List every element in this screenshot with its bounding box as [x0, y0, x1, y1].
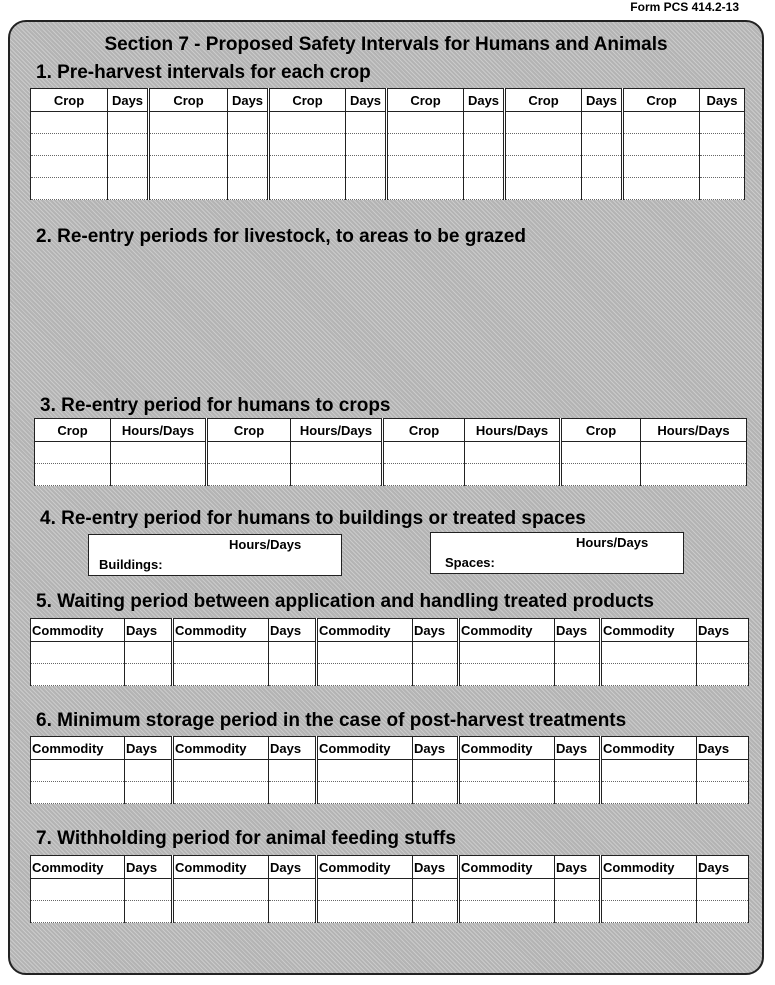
commodity-header: Commodity	[459, 619, 555, 642]
entry-cell[interactable]	[317, 760, 413, 782]
entry-cell[interactable]	[459, 664, 555, 686]
entry-cell[interactable]	[464, 156, 505, 178]
entry-cell[interactable]	[31, 901, 125, 923]
days-header: Days	[464, 89, 505, 112]
table-header-row	[31, 89, 745, 112]
crop-header: Crop	[35, 419, 111, 442]
human-crop-reentry-table	[34, 418, 747, 486]
entry-cell[interactable]	[228, 112, 269, 134]
entry-cell[interactable]	[555, 901, 601, 923]
commodity-header: Commodity	[173, 619, 269, 642]
table-row	[31, 760, 749, 782]
commodity-header: Commodity	[31, 856, 125, 879]
entry-cell[interactable]	[697, 760, 749, 782]
entry-cell[interactable]	[464, 134, 505, 156]
entry-cell[interactable]	[601, 879, 697, 901]
entry-cell[interactable]	[35, 442, 111, 464]
entry-cell[interactable]	[317, 879, 413, 901]
entry-cell[interactable]	[108, 156, 149, 178]
entry-cell[interactable]	[697, 642, 749, 664]
entry-cell[interactable]	[459, 901, 555, 923]
entry-cell[interactable]	[459, 760, 555, 782]
entry-cell[interactable]	[582, 112, 623, 134]
crop-header: Crop	[561, 419, 641, 442]
entry-cell[interactable]	[317, 901, 413, 923]
entry-cell[interactable]	[459, 642, 555, 664]
spaces-field[interactable]	[430, 532, 684, 574]
entry-cell[interactable]	[697, 879, 749, 901]
days-header: Days	[269, 619, 317, 642]
storage-period-table	[30, 736, 749, 804]
days-header: Days	[555, 619, 601, 642]
storage-period-rows	[31, 760, 749, 804]
entry-cell[interactable]	[35, 464, 111, 486]
entry-cell[interactable]	[269, 901, 317, 923]
days-header: Days	[125, 856, 173, 879]
commodity-header: Commodity	[317, 737, 413, 760]
entry-cell[interactable]	[149, 178, 228, 200]
days-header: Days	[269, 737, 317, 760]
pre-harvest-table	[30, 88, 745, 200]
days-header: Days	[413, 619, 459, 642]
table-header-row	[31, 737, 749, 760]
entry-cell[interactable]	[346, 156, 387, 178]
entry-cell[interactable]	[601, 901, 697, 923]
buildings-label: Buildings:	[99, 557, 163, 572]
table-row	[31, 156, 745, 178]
table-row	[35, 442, 747, 464]
entry-cell[interactable]	[623, 156, 700, 178]
entry-cell[interactable]	[125, 642, 173, 664]
spaces-label: Spaces:	[445, 555, 495, 570]
entry-cell[interactable]	[387, 156, 464, 178]
entry-cell[interactable]	[505, 178, 582, 200]
entry-cell[interactable]	[291, 464, 383, 486]
crop-header: Crop	[383, 419, 465, 442]
entry-cell[interactable]	[697, 782, 749, 804]
commodity-header: Commodity	[31, 619, 125, 642]
entry-cell[interactable]	[269, 134, 346, 156]
hours-days-header: Hours/Days	[465, 419, 561, 442]
entry-cell[interactable]	[413, 879, 459, 901]
entry-cell[interactable]	[125, 664, 173, 686]
entry-cell[interactable]	[505, 134, 582, 156]
days-header: Days	[697, 737, 749, 760]
entry-cell[interactable]	[555, 642, 601, 664]
entry-cell[interactable]	[465, 464, 561, 486]
entry-cell[interactable]	[317, 664, 413, 686]
table-row	[31, 664, 749, 686]
entry-cell[interactable]	[505, 156, 582, 178]
table-row	[31, 642, 749, 664]
withholding-period-rows	[31, 879, 749, 923]
entry-cell[interactable]	[111, 464, 207, 486]
entry-cell[interactable]	[269, 642, 317, 664]
entry-cell[interactable]	[346, 178, 387, 200]
spaces-unit: Hours/Days	[576, 535, 649, 550]
entry-cell[interactable]	[125, 901, 173, 923]
entry-cell[interactable]	[269, 664, 317, 686]
buildings-unit: Hours/Days	[229, 537, 302, 552]
entry-cell[interactable]	[125, 782, 173, 804]
entry-cell[interactable]	[582, 178, 623, 200]
commodity-header: Commodity	[173, 856, 269, 879]
hours-days-header: Hours/Days	[291, 419, 383, 442]
section-2-heading: 2. Re-entry periods for livestock, to areas to be grazed	[36, 226, 526, 247]
entry-cell[interactable]	[700, 156, 745, 178]
crop-header: Crop	[623, 89, 700, 112]
human-crop-rows	[35, 442, 747, 486]
table-row	[31, 178, 745, 200]
entry-cell[interactable]	[31, 879, 125, 901]
entry-cell[interactable]	[413, 642, 459, 664]
entry-cell[interactable]	[108, 134, 149, 156]
entry-cell[interactable]	[387, 178, 464, 200]
pre-harvest-rows	[31, 112, 745, 200]
entry-cell[interactable]	[459, 879, 555, 901]
entry-cell[interactable]	[31, 664, 125, 686]
entry-cell[interactable]	[641, 442, 747, 464]
entry-cell[interactable]	[555, 760, 601, 782]
days-header: Days	[582, 89, 623, 112]
days-header: Days	[697, 619, 749, 642]
entry-cell[interactable]	[387, 112, 464, 134]
entry-cell[interactable]	[207, 442, 291, 464]
entry-cell[interactable]	[173, 664, 269, 686]
table-row	[31, 879, 749, 901]
entry-cell[interactable]	[31, 178, 108, 200]
entry-cell[interactable]	[623, 134, 700, 156]
commodity-header: Commodity	[459, 737, 555, 760]
entry-cell[interactable]	[413, 782, 459, 804]
entry-cell[interactable]	[31, 134, 108, 156]
entry-cell[interactable]	[269, 782, 317, 804]
buildings-field[interactable]	[88, 534, 342, 576]
entry-cell[interactable]	[601, 664, 697, 686]
entry-cell[interactable]	[269, 879, 317, 901]
crop-header: Crop	[31, 89, 108, 112]
form-number: Form PCS 414.2-13	[630, 0, 739, 14]
entry-cell[interactable]	[173, 901, 269, 923]
entry-cell[interactable]	[700, 134, 745, 156]
entry-cell[interactable]	[601, 642, 697, 664]
entry-cell[interactable]	[601, 760, 697, 782]
table-row	[31, 112, 745, 134]
hours-days-header: Hours/Days	[641, 419, 747, 442]
entry-cell[interactable]	[31, 760, 125, 782]
handling-waiting-rows	[31, 642, 749, 686]
entry-cell[interactable]	[555, 664, 601, 686]
entry-cell[interactable]	[317, 642, 413, 664]
withholding-period-table	[30, 855, 749, 923]
entry-cell[interactable]	[207, 464, 291, 486]
table-header-row	[35, 419, 747, 442]
entry-cell[interactable]	[269, 760, 317, 782]
section-4-heading: 4. Re-entry period for humans to buildings or treated spaces	[40, 508, 586, 529]
entry-cell[interactable]	[269, 178, 346, 200]
entry-cell[interactable]	[697, 664, 749, 686]
section-5-heading: 5. Waiting period between application and handling treated products	[36, 591, 654, 612]
entry-cell[interactable]	[291, 442, 383, 464]
section-3-heading: 3. Re-entry period for humans to crops	[40, 395, 391, 416]
entry-cell[interactable]	[413, 664, 459, 686]
days-header: Days	[697, 856, 749, 879]
entry-cell[interactable]	[125, 879, 173, 901]
entry-cell[interactable]	[641, 464, 747, 486]
crop-header: Crop	[505, 89, 582, 112]
section-7-heading: 7. Withholding period for animal feeding stuffs	[36, 828, 456, 849]
entry-cell[interactable]	[31, 112, 108, 134]
handling-waiting-table	[30, 618, 749, 686]
crop-header: Crop	[387, 89, 464, 112]
commodity-header: Commodity	[173, 737, 269, 760]
entry-cell[interactable]	[346, 112, 387, 134]
entry-cell[interactable]	[700, 112, 745, 134]
hours-days-header: Hours/Days	[111, 419, 207, 442]
days-header: Days	[413, 737, 459, 760]
commodity-header: Commodity	[317, 619, 413, 642]
entry-cell[interactable]	[111, 442, 207, 464]
form-panel	[8, 20, 764, 975]
entry-cell[interactable]	[582, 134, 623, 156]
entry-cell[interactable]	[31, 782, 125, 804]
days-header: Days	[108, 89, 149, 112]
entry-cell[interactable]	[173, 760, 269, 782]
table-row	[31, 901, 749, 923]
entry-cell[interactable]	[149, 156, 228, 178]
entry-cell[interactable]	[623, 178, 700, 200]
crop-header: Crop	[269, 89, 346, 112]
entry-cell[interactable]	[173, 782, 269, 804]
days-header: Days	[125, 619, 173, 642]
days-header: Days	[555, 856, 601, 879]
entry-cell[interactable]	[697, 901, 749, 923]
entry-cell[interactable]	[561, 464, 641, 486]
entry-cell[interactable]	[228, 156, 269, 178]
crop-header: Crop	[207, 419, 291, 442]
days-header: Days	[555, 737, 601, 760]
entry-cell[interactable]	[108, 112, 149, 134]
days-header: Days	[228, 89, 269, 112]
entry-cell[interactable]	[317, 782, 413, 804]
section-6-heading: 6. Minimum storage period in the case of post-harvest treatments	[36, 710, 627, 731]
days-header: Days	[125, 737, 173, 760]
entry-cell[interactable]	[555, 879, 601, 901]
days-header: Days	[413, 856, 459, 879]
commodity-header: Commodity	[601, 856, 697, 879]
commodity-header: Commodity	[601, 619, 697, 642]
entry-cell[interactable]	[346, 134, 387, 156]
entry-cell[interactable]	[561, 442, 641, 464]
entry-cell[interactable]	[269, 156, 346, 178]
entry-cell[interactable]	[601, 782, 697, 804]
entry-cell[interactable]	[269, 112, 346, 134]
table-header-row	[31, 856, 749, 879]
commodity-header: Commodity	[317, 856, 413, 879]
entry-cell[interactable]	[465, 442, 561, 464]
entry-cell[interactable]	[623, 112, 700, 134]
table-row	[35, 464, 747, 486]
commodity-header: Commodity	[601, 737, 697, 760]
table-row	[31, 782, 749, 804]
entry-cell[interactable]	[31, 156, 108, 178]
days-header: Days	[346, 89, 387, 112]
entry-cell[interactable]	[383, 442, 465, 464]
entry-cell[interactable]	[464, 178, 505, 200]
entry-cell[interactable]	[108, 178, 149, 200]
section-title: Section 7 - Proposed Safety Intervals for Humans and Animals	[104, 34, 668, 55]
entry-cell[interactable]	[125, 760, 173, 782]
entry-cell[interactable]	[413, 901, 459, 923]
table-header-row	[31, 619, 749, 642]
entry-cell[interactable]	[700, 178, 745, 200]
days-header: Days	[269, 856, 317, 879]
section-1-heading: 1. Pre-harvest intervals for each crop	[36, 62, 371, 83]
crop-header: Crop	[149, 89, 228, 112]
entry-cell[interactable]	[505, 112, 582, 134]
commodity-header: Commodity	[459, 856, 555, 879]
entry-cell[interactable]	[459, 782, 555, 804]
entry-cell[interactable]	[149, 134, 228, 156]
entry-cell[interactable]	[173, 642, 269, 664]
entry-cell[interactable]	[228, 178, 269, 200]
table-row	[31, 134, 745, 156]
entry-cell[interactable]	[383, 464, 465, 486]
entry-cell[interactable]	[228, 134, 269, 156]
entry-cell[interactable]	[149, 112, 228, 134]
entry-cell[interactable]	[464, 112, 505, 134]
entry-cell[interactable]	[555, 782, 601, 804]
days-header: Days	[700, 89, 745, 112]
entry-cell[interactable]	[387, 134, 464, 156]
entry-cell[interactable]	[413, 760, 459, 782]
entry-cell[interactable]	[173, 879, 269, 901]
entry-cell[interactable]	[31, 642, 125, 664]
entry-cell[interactable]	[582, 156, 623, 178]
commodity-header: Commodity	[31, 737, 125, 760]
